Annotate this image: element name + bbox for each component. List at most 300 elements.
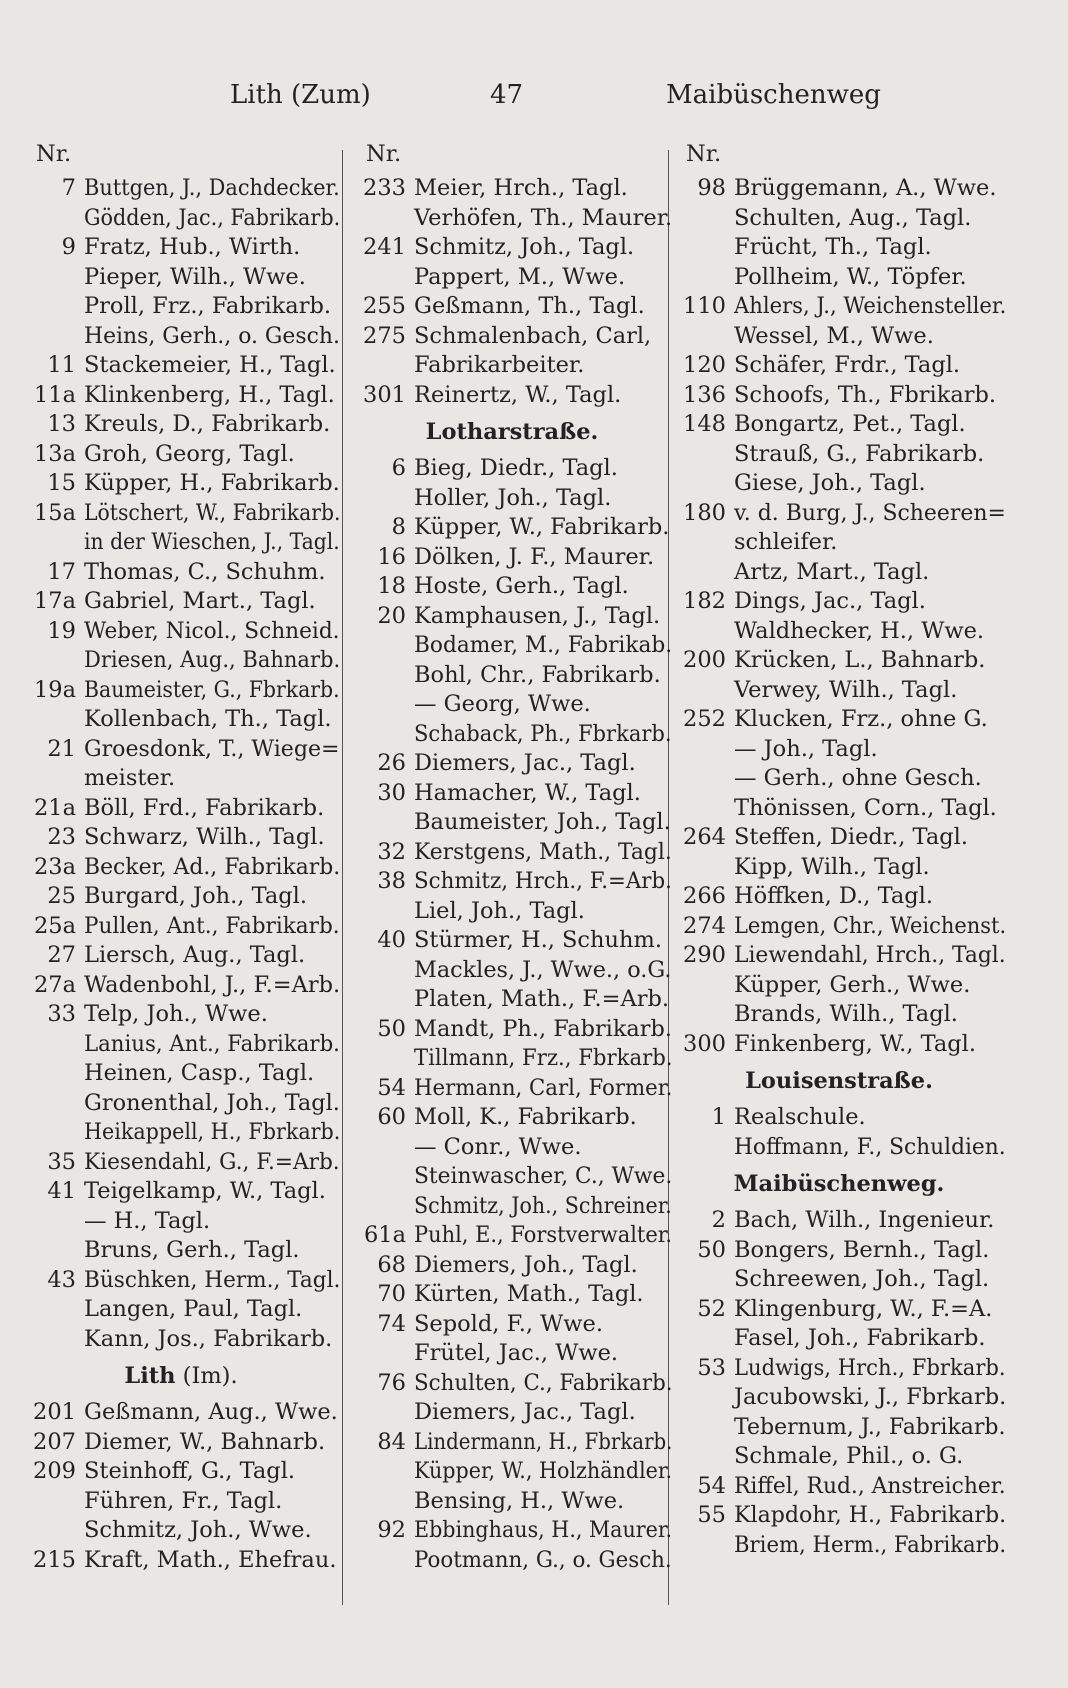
directory-entry: [672, 410, 1006, 440]
directory-entry: [22, 764, 340, 794]
directory-entry: [22, 469, 340, 499]
house-number: [352, 204, 414, 234]
resident-entry: Kreuls, D., Fabrikarb.: [84, 411, 331, 437]
house-number: 15: [47, 470, 76, 496]
resident-entry: Steffen, Diedr., Tagl.: [734, 824, 968, 850]
directory-entry: [22, 1030, 340, 1060]
directory-entry: [352, 1133, 672, 1163]
resident-entry: Liersch, Aug., Tagl.: [84, 942, 306, 968]
house-number: 11: [47, 352, 76, 378]
house-number: 275: [363, 322, 406, 349]
house-number: [352, 1546, 414, 1576]
house-number: 76: [377, 1369, 406, 1396]
house-number: 30: [377, 779, 406, 806]
running-header-right: Maibüschenweg: [666, 80, 881, 110]
resident-entry: meister.: [84, 765, 176, 791]
house-number: [672, 971, 734, 1001]
directory-entry: [352, 204, 672, 234]
directory-entry: [672, 912, 1006, 942]
resident-entry: Kürten, Math., Tagl.: [414, 1281, 644, 1307]
resident-entry: Ahlers, J., Weichensteller.: [734, 293, 1007, 319]
resident-entry: Bieg, Diedr., Tagl.: [414, 455, 618, 481]
directory-entry: [352, 956, 672, 986]
resident-entry: Mandt, Ph., Fabrikarb.: [414, 1015, 672, 1042]
directory-entry: [352, 572, 672, 602]
house-number: 92: [377, 1517, 406, 1543]
resident-entry: Finkenberg, W., Tagl.: [734, 1030, 976, 1057]
directory-entry: [352, 1221, 672, 1251]
resident-entry: Sepold, F., Wwe.: [414, 1310, 603, 1337]
directory-entry: [672, 440, 1006, 470]
resident-entry: Pollheim, W., Töpfer.: [734, 263, 967, 290]
directory-column-1: [22, 140, 340, 1575]
house-number: 60: [377, 1104, 406, 1130]
resident-entry: schleifer.: [734, 529, 838, 555]
house-number: [22, 705, 84, 735]
house-number: 207: [33, 1428, 76, 1455]
directory-entry: [22, 410, 340, 440]
house-number: 2: [711, 1207, 726, 1233]
resident-entry: Wadenbohl, J., F.=Arb.: [84, 971, 341, 998]
house-number: 19a: [33, 676, 76, 703]
resident-entry: Ludwigs, Hrch., Fbrkarb.: [734, 1354, 1006, 1381]
directory-entry: [22, 587, 340, 617]
directory-entry: [352, 926, 672, 956]
house-number: 209: [33, 1458, 76, 1484]
directory-entry: [22, 1118, 340, 1148]
house-number: 182: [683, 588, 726, 614]
directory-entry: [672, 587, 1006, 617]
house-number: [352, 1192, 414, 1222]
resident-entry: Kollenbach, Th., Tagl.: [84, 706, 332, 732]
house-number: [22, 292, 84, 322]
directory-entry: [672, 764, 1006, 794]
resident-entry: Steinhoff, G., Tagl.: [84, 1458, 296, 1484]
resident-entry: Verwey, Wilh., Tagl.: [734, 676, 958, 703]
directory-entry: [352, 1044, 672, 1074]
directory-entry: [352, 1428, 672, 1458]
house-number: [672, 440, 734, 470]
resident-entry: Bach, Wilh., Ingenieur.: [734, 1207, 995, 1233]
house-number: [672, 853, 734, 883]
house-number: 6: [391, 455, 406, 481]
house-number: 23: [47, 824, 76, 850]
resident-entry: Giese, Joh., Tagl.: [734, 470, 926, 496]
resident-entry: Platen, Math., F.=Arb.: [414, 986, 670, 1012]
directory-entry: [22, 204, 340, 234]
resident-entry: Bohl, Chr., Fabrikarb.: [414, 661, 661, 688]
resident-entry: Telp, Joh., Wwe.: [84, 1001, 268, 1027]
street-heading: [672, 1162, 1006, 1206]
resident-entry: Riffel, Rud., Anstreicher.: [734, 1472, 1006, 1499]
house-number: 1: [711, 1104, 726, 1130]
house-number: [22, 646, 84, 676]
street-name: Louisenstraße.: [745, 1068, 933, 1094]
house-number: [352, 1398, 414, 1428]
house-number: [672, 469, 734, 499]
directory-entry: [352, 1310, 672, 1340]
house-number: 255: [363, 293, 406, 319]
resident-entry: Schmale, Phil., o. G.: [734, 1443, 964, 1469]
directory-entry: [672, 823, 1006, 853]
resident-entry: Frücht, Th., Tagl.: [734, 234, 932, 260]
resident-entry: Buttgen, J., Dachdecker.: [84, 175, 340, 201]
house-number: [672, 263, 734, 293]
resident-entry: Schoofs, Th., Fbrikarb.: [734, 381, 997, 408]
house-number: [352, 351, 414, 381]
directory-entry: [672, 1354, 1006, 1384]
resident-entry: — Gerh., ohne Gesch.: [734, 765, 982, 791]
house-number: 7: [61, 175, 76, 201]
directory-entry: [22, 1207, 340, 1237]
house-number: 17a: [33, 588, 76, 614]
resident-entry: — Conr., Wwe.: [414, 1133, 582, 1160]
house-number: [672, 233, 734, 263]
resident-entry: Bensing, H., Wwe.: [414, 1487, 625, 1514]
resident-entry: Küpper, Gerh., Wwe.: [734, 971, 971, 998]
directory-entry: [672, 1236, 1006, 1266]
house-number: [672, 794, 734, 824]
resident-entry: Hoste, Gerh., Tagl.: [414, 573, 629, 599]
resident-entry: Proll, Frz., Fabrikarb.: [84, 293, 332, 319]
house-number: [672, 528, 734, 558]
house-number: 23a: [33, 853, 76, 880]
resident-entry: — Georg, Wwe.: [414, 691, 591, 717]
directory-entry: [22, 1428, 340, 1458]
directory-entry: [672, 469, 1006, 499]
directory-entry: [22, 263, 340, 293]
resident-entry: Schmitz, Joh., Tagl.: [414, 234, 635, 260]
directory-entry: [352, 808, 672, 838]
house-number: [352, 1487, 414, 1517]
nr-column-label: Nr.: [366, 141, 402, 167]
resident-entry: Hermann, Carl, Former.: [414, 1074, 673, 1101]
directory-entry: [672, 1206, 1006, 1236]
directory-entry: [22, 174, 340, 204]
directory-entry: [352, 1280, 672, 1310]
directory-entry: [672, 646, 1006, 676]
resident-entry: Kraft, Math., Ehefrau.: [84, 1546, 337, 1573]
nr-column-label: Nr.: [36, 141, 72, 167]
directory-entry: [352, 381, 672, 411]
directory-entry: [672, 853, 1006, 883]
house-number: [352, 631, 414, 661]
house-number: 120: [683, 352, 726, 378]
house-number: [672, 1413, 734, 1443]
resident-entry: Groh, Georg, Tagl.: [84, 440, 295, 467]
resident-entry: Fabrikarbeiter.: [414, 352, 585, 378]
resident-entry: Geßmann, Aug., Wwe.: [84, 1399, 338, 1425]
house-number: [352, 897, 414, 927]
street-name: Maibüschenweg.: [733, 1171, 945, 1197]
directory-entry: [352, 322, 672, 352]
directory-entry: [22, 233, 340, 263]
resident-entry: Lindermann, H., Fbrkarb.: [414, 1428, 673, 1455]
house-number: 9: [61, 234, 76, 260]
house-number: 15a: [33, 499, 76, 526]
directory-entry: [672, 1442, 1006, 1472]
house-number: 54: [377, 1074, 406, 1101]
resident-entry: Puhl, E., Forstverwalter.: [414, 1222, 673, 1248]
resident-entry: Thönissen, Corn., Tagl.: [734, 794, 997, 821]
directory-entry: [672, 676, 1006, 706]
nr-column-label: Nr.: [686, 141, 722, 167]
resident-entry: Lötschert, W., Fabrikarb.: [84, 499, 341, 526]
resident-entry: Bruns, Gerh., Tagl.: [84, 1237, 300, 1263]
directory-entry: [22, 440, 340, 470]
directory-entry: [672, 1472, 1006, 1502]
directory-entry: [352, 351, 672, 381]
resident-entry: Diemer, W., Bahnarb.: [84, 1428, 326, 1455]
resident-entry: Moll, K., Fabrikarb.: [414, 1104, 637, 1130]
resident-entry: Tillmann, Frz., Fbrkarb.: [414, 1045, 673, 1071]
directory-entry: [352, 779, 672, 809]
directory-entry: [22, 1059, 340, 1089]
house-number: 180: [683, 499, 726, 526]
house-number: 25: [47, 883, 76, 909]
house-number: [352, 690, 414, 720]
resident-entry: Küpper, W., Fabrikarb.: [414, 514, 670, 540]
resident-entry: Klapdohr, H., Fabrikarb.: [734, 1502, 1007, 1528]
directory-entry: [22, 971, 340, 1001]
directory-entry: [22, 1325, 340, 1355]
page-number: 47: [490, 80, 524, 110]
resident-entry: Schreewen, Joh., Tagl.: [734, 1266, 990, 1292]
house-number: 13: [47, 411, 76, 437]
resident-entry: Schaback, Ph., Fbrkarb.: [414, 720, 672, 747]
resident-entry: Lanius, Ant., Fabrikarb.: [84, 1030, 340, 1057]
directory-entry: [22, 499, 340, 529]
house-number: [22, 1295, 84, 1325]
directory-entry: [352, 1398, 672, 1428]
resident-entry: Liel, Joh., Tagl.: [414, 897, 585, 924]
house-number: [672, 558, 734, 588]
resident-entry: Bodamer, M., Fabrikab.: [414, 632, 673, 658]
house-number: 200: [683, 647, 726, 673]
house-number: [672, 1531, 734, 1561]
house-number: [22, 1487, 84, 1517]
resident-entry: Fasel, Joh., Fabrikarb.: [734, 1325, 986, 1351]
directory-entry: [22, 1177, 340, 1207]
directory-entry: [22, 735, 340, 765]
resident-entry: Steinwascher, C., Wwe.: [414, 1163, 673, 1189]
resident-entry: Heins, Gerh., o. Gesch.: [84, 322, 340, 349]
resident-entry: Frütel, Jac., Wwe.: [414, 1340, 619, 1366]
directory-entry: [352, 454, 672, 484]
directory-entry: [672, 528, 1006, 558]
house-number: [22, 1207, 84, 1237]
directory-entry: [672, 1295, 1006, 1325]
house-number: 61a: [363, 1222, 406, 1248]
resident-entry: Kamphausen, J., Tagl.: [414, 602, 661, 629]
resident-entry: Lemgen, Chr., Weichenst.: [734, 912, 1007, 939]
resident-entry: Langen, Paul, Tagl.: [84, 1296, 303, 1322]
directory-entry: [22, 351, 340, 381]
house-number: 148: [683, 411, 726, 437]
resident-entry: Gronenthal, Joh., Tagl.: [84, 1089, 340, 1116]
resident-entry: Reinertz, W., Tagl.: [414, 381, 622, 408]
house-number: 21a: [33, 794, 76, 821]
directory-entry: [672, 499, 1006, 529]
directory-entry: [22, 882, 340, 912]
house-number: [352, 1044, 414, 1074]
house-number: 32: [377, 838, 406, 865]
directory-entry: [672, 1030, 1006, 1060]
directory-entry: [22, 1546, 340, 1576]
directory-entry: [352, 1162, 672, 1192]
house-number: [22, 322, 84, 352]
street-heading: [22, 1354, 340, 1398]
resident-entry: Kipp, Wilh., Tagl.: [734, 853, 930, 880]
resident-entry: Kerstgens, Math., Tagl.: [414, 838, 672, 865]
resident-entry: Küpper, H., Fabrikarb.: [84, 470, 340, 496]
house-number: [352, 1162, 414, 1192]
directory-entry: [672, 1133, 1006, 1163]
resident-entry: Realschule.: [734, 1104, 866, 1130]
directory-entry: [672, 1265, 1006, 1295]
house-number: 301: [363, 381, 406, 408]
resident-entry: Pullen, Ant., Fabrikarb.: [84, 912, 340, 939]
resident-entry: Höffken, D., Tagl.: [734, 883, 934, 909]
directory-entry: [352, 543, 672, 573]
resident-entry: Burgard, Joh., Tagl.: [84, 883, 308, 909]
resident-entry: Thomas, C., Schuhm.: [84, 558, 326, 585]
house-number: 136: [683, 381, 726, 408]
house-number: 43: [47, 1266, 76, 1293]
directory-entry: [352, 867, 672, 897]
directory-entry: [352, 720, 672, 750]
resident-entry: Führen, Fr., Tagl.: [84, 1487, 283, 1514]
directory-entry: [672, 1531, 1006, 1561]
directory-entry: [352, 174, 672, 204]
directory-entry: [22, 1089, 340, 1119]
resident-entry: Böll, Frd., Fabrikarb.: [84, 794, 325, 821]
house-number: [352, 1457, 414, 1487]
directory-column-2: [352, 140, 672, 1575]
house-number: [22, 1516, 84, 1546]
house-number: 110: [683, 293, 726, 319]
resident-entry: Schwarz, Wilh., Tagl.: [84, 824, 325, 850]
resident-entry: Baumeister, G., Fbrkarb.: [84, 676, 340, 703]
directory-entry: [352, 1457, 672, 1487]
house-number: 233: [363, 175, 406, 201]
directory-entry: [22, 646, 340, 676]
house-number: 264: [683, 824, 726, 850]
house-number: [672, 1442, 734, 1472]
directory-entry: [672, 882, 1006, 912]
directory-entry: [352, 1516, 672, 1546]
directory-entry: [352, 513, 672, 543]
directory-entry: [22, 322, 340, 352]
resident-entry: Pieper, Wilh., Wwe.: [84, 263, 306, 290]
house-number: [22, 1118, 84, 1148]
directory-entry: [352, 661, 672, 691]
house-number: [22, 764, 84, 794]
directory-entry: [352, 1192, 672, 1222]
directory-entry: [352, 1487, 672, 1517]
resident-entry: Waldhecker, H., Wwe.: [734, 617, 985, 644]
street-suffix: (Im).: [175, 1363, 238, 1389]
directory-entry: [22, 912, 340, 942]
house-number: 55: [697, 1502, 726, 1528]
directory-entry: [22, 1516, 340, 1546]
directory-entry: [22, 794, 340, 824]
directory-entry: [352, 233, 672, 263]
resident-entry: Klinkenberg, H., Tagl.: [84, 381, 335, 408]
directory-entry: [22, 381, 340, 411]
resident-entry: Briem, Herm., Fabrikarb.: [734, 1531, 1007, 1558]
house-number: 16: [377, 543, 406, 570]
house-number: 52: [697, 1295, 726, 1322]
house-number: [22, 263, 84, 293]
directory-entry: [22, 705, 340, 735]
house-number: 290: [683, 942, 726, 968]
house-number: 33: [47, 1001, 76, 1027]
resident-entry: Küpper, W., Holzhändler.: [414, 1458, 673, 1484]
resident-entry: Bongers, Bernh., Tagl.: [734, 1236, 990, 1263]
directory-entry: [672, 351, 1006, 381]
directory-entry: [22, 558, 340, 588]
house-number: 8: [391, 514, 406, 540]
house-number: [352, 1339, 414, 1369]
resident-entry: Fratz, Hub., Wirth.: [84, 234, 301, 260]
resident-entry: Kiesendahl, G., F.=Arb.: [84, 1148, 340, 1175]
resident-entry: Wessel, M., Wwe.: [734, 322, 934, 349]
resident-entry: v. d. Burg, J., Scheeren=: [734, 499, 1006, 526]
resident-entry: Driesen, Aug., Bahnarb.: [84, 647, 341, 673]
house-number: 252: [683, 706, 726, 732]
directory-entry: [352, 690, 672, 720]
house-number: [22, 528, 84, 558]
house-number: [22, 1325, 84, 1355]
house-number: [672, 1133, 734, 1163]
house-number: 74: [377, 1310, 406, 1337]
house-number: 274: [683, 912, 726, 939]
house-number: [672, 617, 734, 647]
resident-entry: Hamacher, W., Tagl.: [414, 779, 641, 806]
resident-entry: Baumeister, Joh., Tagl.: [414, 809, 671, 835]
directory-entry: [672, 174, 1006, 204]
directory-entry: [22, 853, 340, 883]
resident-entry: Schäfer, Frdr., Tagl.: [734, 352, 961, 378]
directory-entry: [352, 1339, 672, 1369]
resident-entry: Gabriel, Mart., Tagl.: [84, 588, 316, 614]
directory-entry: [352, 1251, 672, 1281]
house-number: [22, 1236, 84, 1266]
directory-entry: [672, 1383, 1006, 1413]
resident-entry: Stürmer, H., Schuhm.: [414, 927, 662, 953]
directory-entry: [22, 676, 340, 706]
house-number: [672, 735, 734, 765]
house-number: 201: [33, 1399, 76, 1425]
house-number: 50: [377, 1015, 406, 1042]
resident-entry: — H., Tagl.: [84, 1207, 211, 1234]
house-number: [352, 263, 414, 293]
directory-column-3: [672, 140, 1006, 1560]
directory-entry: [672, 381, 1006, 411]
resident-entry: Brands, Wilh., Tagl.: [734, 1001, 958, 1027]
house-number: 25a: [33, 912, 76, 939]
house-number: [352, 720, 414, 750]
resident-entry: Klingenburg, W., F.=A.: [734, 1295, 993, 1322]
resident-entry: Hoffmann, F., Schuldien.: [734, 1133, 1006, 1160]
directory-entry: [672, 617, 1006, 647]
directory-entry: [352, 897, 672, 927]
resident-entry: — Joh., Tagl.: [734, 735, 878, 762]
directory-entry: [672, 204, 1006, 234]
resident-entry: Krücken, L., Bahnarb.: [734, 647, 986, 673]
directory-entry: [22, 941, 340, 971]
